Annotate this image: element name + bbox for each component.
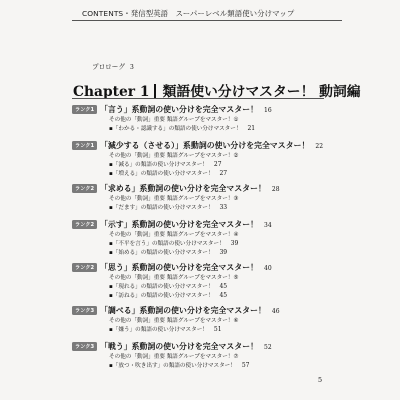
sub-entry bbox=[109, 124, 255, 132]
sub-entry bbox=[109, 325, 222, 333]
sub-entry bbox=[109, 361, 250, 369]
sub-text: ▪「増える」の類語の使い分けマスター！ bbox=[109, 171, 214, 177]
sub-text: ▪「訪ねる」の類語の使い分けマスター！ bbox=[109, 293, 214, 299]
prologue-page: 3 bbox=[129, 64, 134, 71]
toc-entry bbox=[72, 341, 352, 377]
toc-entry bbox=[72, 140, 352, 183]
prologue-entry bbox=[92, 61, 134, 71]
toc-entry bbox=[72, 262, 352, 305]
entry-page: 40 bbox=[264, 265, 272, 272]
sub-text: その他の「動詞」重要 類語グループをマスター！⑥ bbox=[109, 318, 239, 324]
sub-entry bbox=[109, 352, 238, 360]
entry-title: 「示す」系動詞の使い分けを完全マスター！ bbox=[100, 220, 259, 229]
sub-entry bbox=[109, 316, 238, 324]
entry-main bbox=[72, 140, 323, 151]
entry-main bbox=[72, 104, 272, 115]
chapter-heading bbox=[73, 80, 361, 100]
rank-badge: ランク2 bbox=[72, 263, 97, 272]
sub-text: その他の「動詞」重要 類語グループをマスター！③ bbox=[109, 196, 239, 202]
rank-badge: ランク1 bbox=[72, 141, 97, 150]
sub-entry bbox=[109, 282, 227, 290]
sub-page: 51 bbox=[213, 326, 222, 333]
sub-page: 27 bbox=[213, 161, 222, 168]
sub-text: ▪「現れる」の類語の使い分けマスター！ bbox=[109, 284, 214, 290]
rank-badge: ランク2 bbox=[72, 184, 97, 193]
sub-page: 27 bbox=[219, 170, 228, 177]
toc-entry bbox=[72, 104, 352, 140]
sub-text: ▪「不平を言う」の類語の使い分けマスター！ bbox=[109, 241, 225, 247]
sub-text: ▪「だます」の類語の使い分けマスター！ bbox=[109, 205, 214, 211]
rank-badge: ランク3 bbox=[72, 342, 97, 351]
entry-page: 52 bbox=[264, 344, 272, 351]
sub-page: 33 bbox=[219, 204, 228, 211]
rank-badge: ランク2 bbox=[72, 220, 97, 229]
sub-entry bbox=[109, 248, 227, 256]
sub-entry bbox=[109, 169, 227, 177]
header-rule bbox=[72, 20, 342, 21]
sub-text: ▪「わかる・認識する」の類語の使い分けマスター！ bbox=[109, 126, 242, 132]
entry-main bbox=[72, 305, 280, 316]
sub-text: その他の「動詞」重要 類語グループをマスター！⑦ bbox=[109, 354, 239, 360]
toc-entry bbox=[72, 305, 352, 341]
sub-page: 45 bbox=[219, 292, 228, 299]
sub-entry bbox=[109, 151, 238, 159]
entry-main bbox=[72, 183, 280, 194]
sub-text: その他の「動詞」重要 類語グループをマスター！④ bbox=[109, 232, 239, 238]
toc-entry bbox=[72, 183, 352, 219]
entry-page: 28 bbox=[271, 186, 280, 193]
sub-page: 39 bbox=[219, 249, 228, 256]
entry-title: 「減少する（させる）」系動詞の使い分けを完全マスター！ bbox=[100, 141, 310, 150]
chapter-rule bbox=[72, 98, 324, 99]
sub-entry bbox=[109, 194, 238, 202]
entry-main bbox=[72, 262, 272, 273]
prologue-label: プロローグ bbox=[92, 63, 125, 71]
entry-main bbox=[72, 341, 272, 352]
entry-title: 「調べる」系動詞の使い分けを完全マスター！ bbox=[100, 306, 266, 315]
sub-text: ▪「減る」の類語の使い分けマスター！ bbox=[109, 162, 208, 168]
sub-page: 57 bbox=[241, 362, 250, 369]
sub-entry bbox=[109, 239, 238, 247]
sub-entry bbox=[109, 203, 227, 211]
chapter-title: 類語使い分けマスター！ 動詞編 bbox=[162, 84, 361, 100]
entry-page: 22 bbox=[315, 143, 324, 150]
sub-entry bbox=[109, 160, 222, 168]
chapter-divider bbox=[154, 84, 155, 98]
entry-page: 34 bbox=[264, 222, 272, 229]
sub-text: ▪「始める」の類語の使い分けマスター！ bbox=[109, 250, 214, 256]
sub-page: 21 bbox=[247, 125, 256, 132]
sub-text: その他の「動詞」重要 類語グループをマスター！② bbox=[109, 153, 239, 159]
entry-page: 46 bbox=[271, 308, 280, 315]
sub-text: その他の「動詞」重要 類語グループをマスター！⑤ bbox=[109, 275, 239, 281]
toc-entries bbox=[72, 104, 352, 377]
sub-page: 45 bbox=[219, 283, 228, 290]
sub-page: 39 bbox=[230, 240, 239, 247]
running-header: CONTENTS・発信型英語 スーパーレベル類語使い分けマップ bbox=[82, 9, 295, 18]
page-number: 5 bbox=[318, 376, 323, 384]
sub-text: ▪「放つ・吹き出す」の類語の使い分けマスター！ bbox=[109, 363, 236, 369]
entry-title: 「求める」系動詞の使い分けを完全マスター！ bbox=[100, 184, 266, 193]
sub-text: その他の「動詞」重要 類語グループをマスター！① bbox=[109, 117, 239, 123]
entry-title: 「戦う」系動詞の使い分けを完全マスター！ bbox=[100, 342, 259, 351]
sub-text: ▪「嫌う」の類語の使い分けマスター！ bbox=[109, 327, 208, 333]
sub-entry bbox=[109, 230, 238, 238]
sub-entry bbox=[109, 291, 227, 299]
rank-badge: ランク3 bbox=[72, 306, 97, 315]
chapter-number: Chapter 1 bbox=[73, 84, 150, 100]
toc-entry bbox=[72, 219, 352, 262]
rank-badge: ランク1 bbox=[72, 105, 97, 114]
entry-title: 「思う」系動詞の使い分けを完全マスター！ bbox=[100, 263, 259, 272]
entry-main bbox=[72, 219, 272, 230]
sub-entry bbox=[109, 115, 238, 123]
entry-page: 16 bbox=[264, 107, 272, 114]
sub-entry bbox=[109, 273, 238, 281]
entry-title: 「言う」系動詞の使い分けを完全マスター！ bbox=[100, 105, 259, 114]
